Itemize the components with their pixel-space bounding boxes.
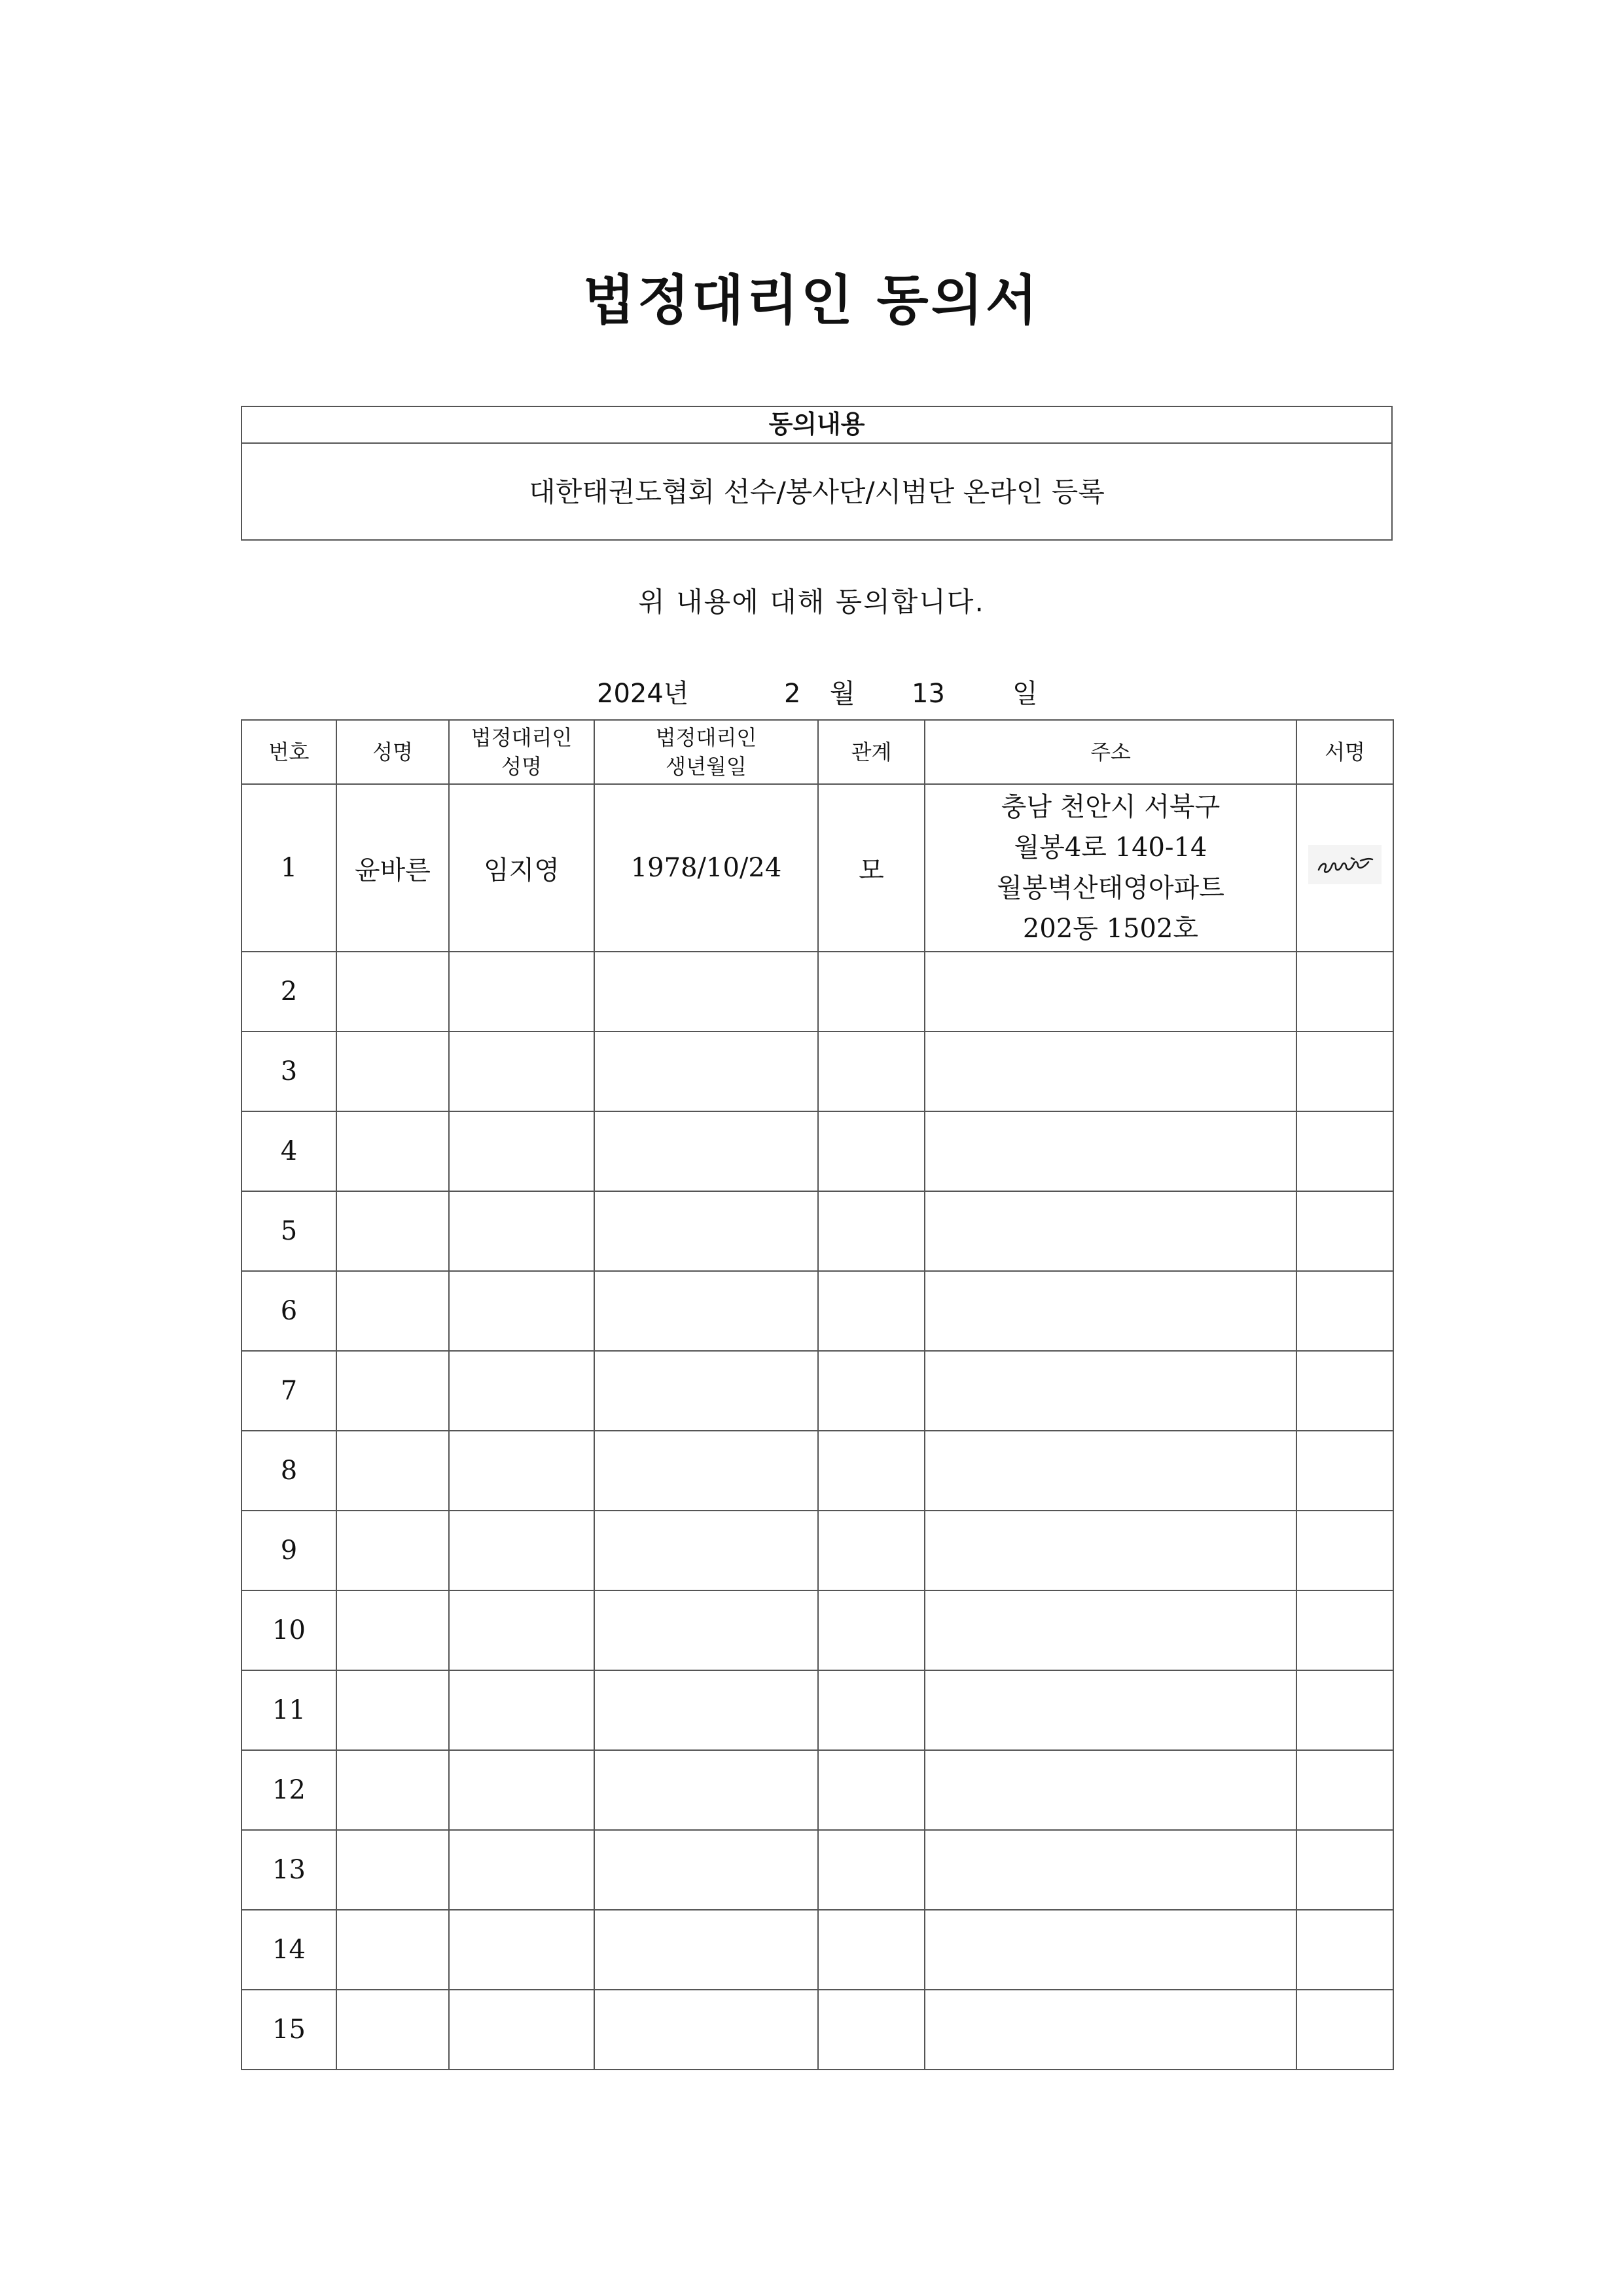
header-rep-name xyxy=(449,720,594,784)
cell-relation xyxy=(818,1590,925,1670)
table-row xyxy=(241,1511,1393,1590)
cell-name: 윤바른 xyxy=(336,784,449,952)
cell-name xyxy=(336,1910,449,1990)
cell-signature xyxy=(1296,784,1393,952)
cell-relation xyxy=(818,1351,925,1431)
signature-icon xyxy=(1308,845,1382,884)
document-title: 법정대리인 동의서 xyxy=(582,270,1041,332)
table-header-row xyxy=(241,720,1393,784)
cell-no: 1 xyxy=(241,784,336,952)
cell-rep-birth xyxy=(594,1111,818,1191)
cell-rep-name xyxy=(449,1431,594,1511)
table-row xyxy=(241,784,1393,952)
cell-rep-birth xyxy=(594,1511,818,1590)
cell-no: 7 xyxy=(241,1351,336,1431)
cell-relation xyxy=(818,1031,925,1111)
cell-rep-birth xyxy=(594,1910,818,1990)
cell-no: 10 xyxy=(241,1590,336,1670)
cell-signature xyxy=(1296,1910,1393,1990)
cell-rep-birth xyxy=(594,1670,818,1750)
cell-signature xyxy=(1296,1511,1393,1590)
table-row xyxy=(241,1431,1393,1511)
table-row xyxy=(241,1191,1393,1271)
date-day-label: 일 xyxy=(1012,679,1038,709)
cell-no: 14 xyxy=(241,1910,336,1990)
cell-no: 8 xyxy=(241,1431,336,1511)
table-row xyxy=(241,1351,1393,1431)
cell-name xyxy=(336,1830,449,1910)
cell-relation xyxy=(818,1910,925,1990)
cell-no: 6 xyxy=(241,1271,336,1351)
consent-box xyxy=(241,406,1393,541)
date-year: 2024년 xyxy=(597,679,689,709)
cell-address xyxy=(925,1511,1296,1590)
header-signature: 서명 xyxy=(1296,720,1393,784)
cell-relation xyxy=(818,1431,925,1511)
cell-relation xyxy=(818,1670,925,1750)
cell-no: 9 xyxy=(241,1511,336,1590)
cell-address xyxy=(925,1271,1296,1351)
cell-address xyxy=(925,1191,1296,1271)
cell-relation: 모 xyxy=(818,784,925,952)
cell-no: 3 xyxy=(241,1031,336,1111)
cell-address xyxy=(925,952,1296,1031)
table-row xyxy=(241,1031,1393,1111)
cell-address xyxy=(925,1990,1296,2070)
header-no: 번호 xyxy=(241,720,336,784)
cell-rep-name xyxy=(449,1910,594,1990)
cell-signature xyxy=(1296,1750,1393,1830)
cell-rep-birth xyxy=(594,1830,818,1910)
header-relation: 관계 xyxy=(818,720,925,784)
cell-rep-name xyxy=(449,1351,594,1431)
cell-rep-name: 임지영 xyxy=(449,784,594,952)
consent-header: 동의내용 xyxy=(242,407,1391,444)
agreement-statement: 위 내용에 대해 동의합니다. xyxy=(638,586,985,618)
header-rep-birth-line1: 법정대리인 xyxy=(655,725,757,750)
cell-address xyxy=(925,1830,1296,1910)
cell-rep-name xyxy=(449,1031,594,1111)
cell-rep-name xyxy=(449,1511,594,1590)
cell-address xyxy=(925,784,1296,952)
guardian-roster-table xyxy=(241,719,1394,2070)
table-row xyxy=(241,952,1393,1031)
cell-signature xyxy=(1296,1111,1393,1191)
cell-address xyxy=(925,1910,1296,1990)
cell-name xyxy=(336,1590,449,1670)
date-month-label: 월 xyxy=(830,679,855,709)
cell-signature xyxy=(1296,1590,1393,1670)
date-day: 13 xyxy=(912,679,945,709)
cell-signature xyxy=(1296,1351,1393,1431)
table-row xyxy=(241,1750,1393,1830)
table-row xyxy=(241,1271,1393,1351)
cell-rep-name xyxy=(449,1670,594,1750)
cell-signature xyxy=(1296,1830,1393,1910)
cell-rep-name xyxy=(449,1750,594,1830)
cell-signature xyxy=(1296,1670,1393,1750)
cell-relation xyxy=(818,1990,925,2070)
header-address: 주소 xyxy=(925,720,1296,784)
cell-rep-name xyxy=(449,1990,594,2070)
table-row xyxy=(241,1910,1393,1990)
cell-rep-name xyxy=(449,1111,594,1191)
cell-signature xyxy=(1296,1191,1393,1271)
cell-rep-name xyxy=(449,952,594,1031)
cell-no: 5 xyxy=(241,1191,336,1271)
cell-no: 11 xyxy=(241,1670,336,1750)
header-name: 성명 xyxy=(336,720,449,784)
cell-address xyxy=(925,1750,1296,1830)
cell-relation xyxy=(818,1750,925,1830)
cell-rep-name xyxy=(449,1191,594,1271)
cell-no: 2 xyxy=(241,952,336,1031)
cell-rep-birth xyxy=(594,1990,818,2070)
address-line: 월봉4로 140-14 xyxy=(1014,833,1207,863)
cell-address xyxy=(925,1431,1296,1511)
cell-name xyxy=(336,1990,449,2070)
cell-name xyxy=(336,1670,449,1750)
cell-signature xyxy=(1296,1431,1393,1511)
cell-rep-birth xyxy=(594,1590,818,1670)
cell-relation xyxy=(818,1511,925,1590)
cell-signature xyxy=(1296,1271,1393,1351)
address-line: 월봉벽산태영아파트 xyxy=(997,873,1224,903)
cell-name xyxy=(336,1191,449,1271)
cell-rep-birth xyxy=(594,1431,818,1511)
cell-relation xyxy=(818,1830,925,1910)
consent-body: 대한태권도협회 선수/봉사단/시범단 온라인 등록 xyxy=(529,476,1105,508)
cell-address xyxy=(925,1031,1296,1111)
table-row xyxy=(241,1670,1393,1750)
cell-rep-name xyxy=(449,1271,594,1351)
cell-name xyxy=(336,1431,449,1511)
cell-rep-birth: 1978/10/24 xyxy=(594,784,818,952)
table-row xyxy=(241,1111,1393,1191)
cell-rep-birth xyxy=(594,1750,818,1830)
cell-rep-birth xyxy=(594,1191,818,1271)
header-rep-birth-line2: 생년월일 xyxy=(666,754,747,779)
address-line: 202동 1502호 xyxy=(1022,914,1199,944)
cell-rep-name xyxy=(449,1830,594,1910)
cell-name xyxy=(336,1031,449,1111)
cell-rep-birth xyxy=(594,1351,818,1431)
cell-no: 12 xyxy=(241,1750,336,1830)
cell-rep-birth xyxy=(594,1031,818,1111)
cell-relation xyxy=(818,952,925,1031)
address-line: 충남 천안시 서북구 xyxy=(1001,792,1221,822)
header-rep-name-line1: 법정대리인 xyxy=(471,725,573,750)
cell-address xyxy=(925,1590,1296,1670)
table-row xyxy=(241,1830,1393,1910)
table-row xyxy=(241,1590,1393,1670)
cell-no: 15 xyxy=(241,1990,336,2070)
cell-signature xyxy=(1296,1990,1393,2070)
table-row xyxy=(241,1990,1393,2070)
cell-name xyxy=(336,1750,449,1830)
header-rep-name-line2: 성명 xyxy=(501,754,542,779)
cell-address xyxy=(925,1111,1296,1191)
cell-signature xyxy=(1296,1031,1393,1111)
cell-name xyxy=(336,1111,449,1191)
cell-rep-birth xyxy=(594,952,818,1031)
cell-rep-name xyxy=(449,1590,594,1670)
cell-relation xyxy=(818,1271,925,1351)
cell-relation xyxy=(818,1191,925,1271)
cell-signature xyxy=(1296,952,1393,1031)
cell-name xyxy=(336,1351,449,1431)
cell-name xyxy=(336,1271,449,1351)
cell-no: 13 xyxy=(241,1830,336,1910)
cell-relation xyxy=(818,1111,925,1191)
cell-name xyxy=(336,952,449,1031)
cell-address xyxy=(925,1670,1296,1750)
date-month: 2 xyxy=(784,679,801,709)
cell-address xyxy=(925,1351,1296,1431)
cell-name xyxy=(336,1511,449,1590)
cell-rep-birth xyxy=(594,1271,818,1351)
header-rep-birth xyxy=(594,720,818,784)
cell-no: 4 xyxy=(241,1111,336,1191)
